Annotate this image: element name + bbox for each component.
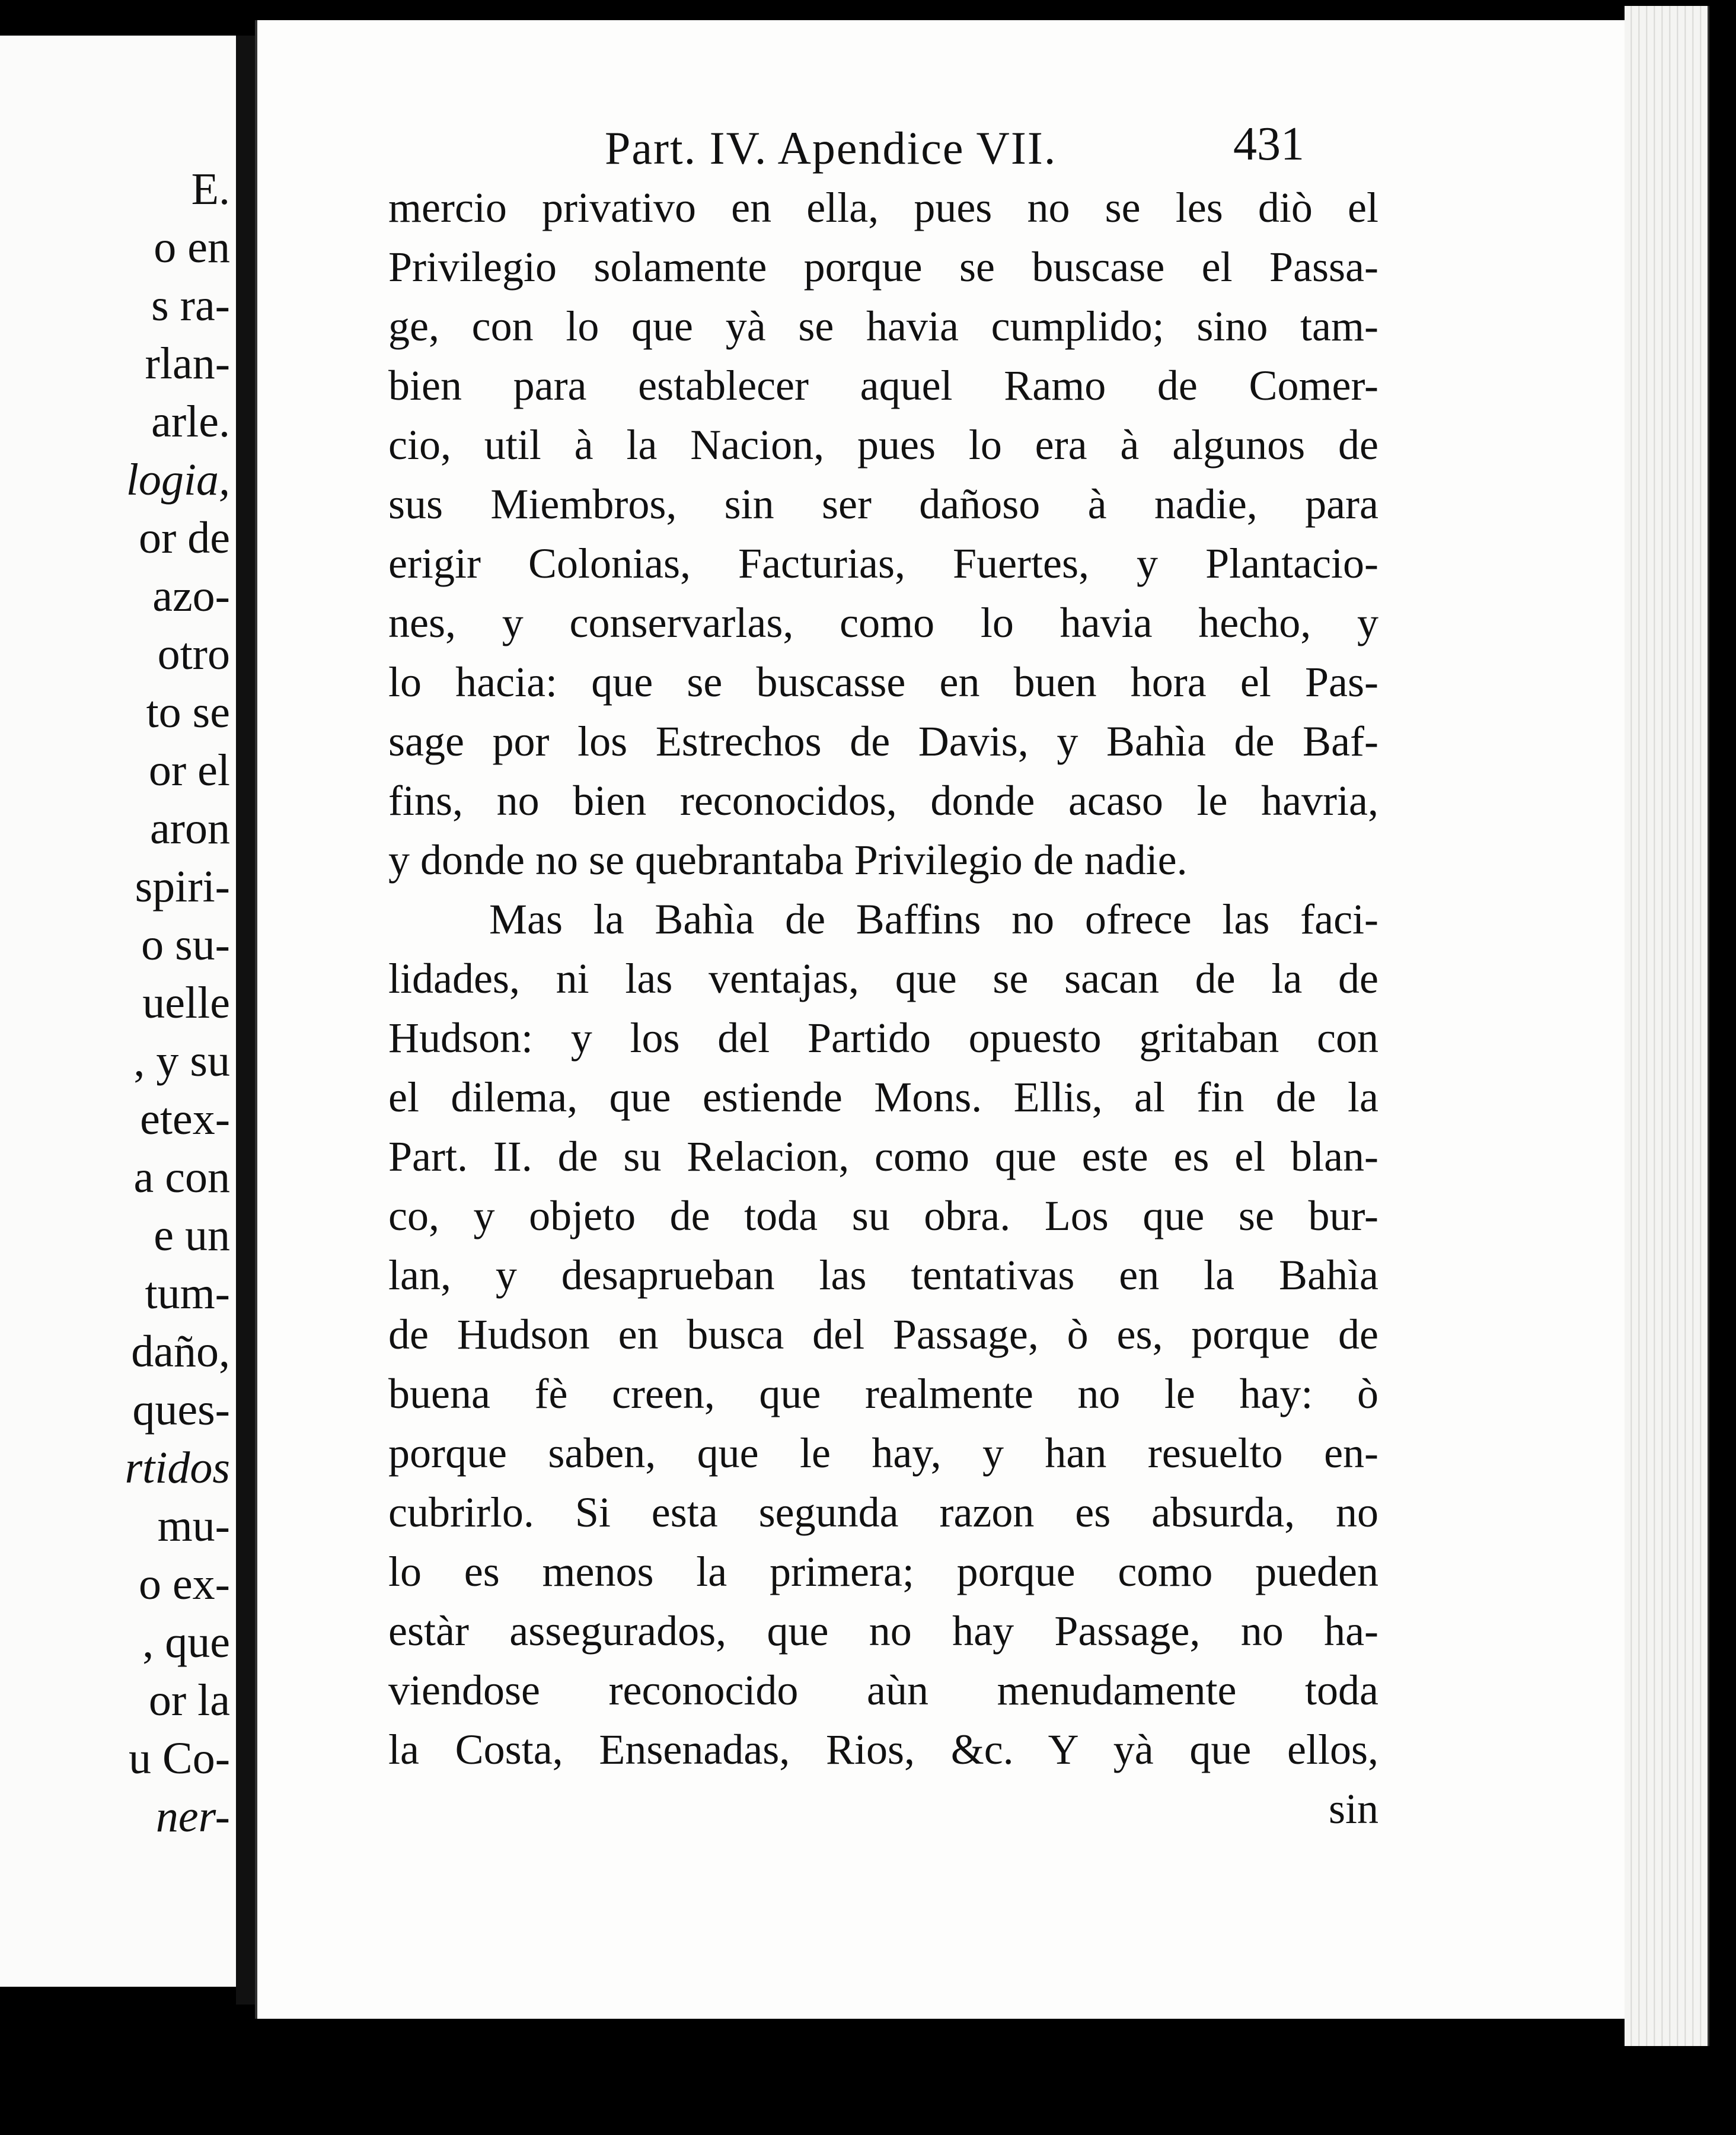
left-line: azo-: [152, 571, 230, 621]
left-line: or la: [148, 1675, 230, 1725]
left-line: ques-: [132, 1385, 230, 1435]
page-edges: [1625, 6, 1709, 2046]
left-line: ner-: [155, 1792, 230, 1841]
left-line: a con: [133, 1152, 230, 1202]
left-line: rlan-: [145, 339, 230, 388]
text-line: Privilegio solamente porque se buscase el Passa-: [388, 243, 1378, 291]
left-line: arle.: [151, 397, 230, 447]
text-line: porque saben, que le hay, y han resuelto en-: [388, 1429, 1378, 1477]
text-line: estàr assegurados, que no hay Passage, no ha-: [388, 1607, 1378, 1655]
left-line: etex-: [140, 1094, 230, 1144]
text-line: mercio privativo en ella, pues no se les diò el: [388, 184, 1378, 231]
text-line: la Costa, Ensenadas, Rios, &c. Y yà que ellos,: [388, 1726, 1378, 1773]
text-line: lidades, ni las ventajas, que se sacan de la de: [388, 955, 1378, 1002]
book-gutter: [236, 36, 255, 2005]
text-line: cio, util à la Nacion, pues lo era à algunos de: [388, 421, 1378, 469]
text-line: sage por los Estrechos de Davis, y Bahìa de Baf-: [388, 718, 1378, 765]
left-line: s ra-: [151, 281, 230, 330]
text-line: ge, con lo que yà se havia cumplido; sino tam-: [388, 302, 1378, 350]
text-line: Part. II. de su Relacion, como que este es el blan-: [388, 1133, 1378, 1180]
left-line: u Co-: [129, 1734, 230, 1783]
left-line: rtidos: [125, 1443, 230, 1493]
text-line: buena fè creen, que realmente no le hay: ò: [388, 1370, 1378, 1417]
catchword: sin: [1328, 1785, 1378, 1833]
text-line: sus Miembros, sin ser dañoso à nadie, para: [388, 480, 1378, 528]
left-line: to se: [146, 687, 230, 737]
left-line: tum-: [145, 1269, 230, 1318]
text-line: erigir Colonias, Facturias, Fuertes, y Plantacio-: [388, 540, 1378, 587]
left-line: logia,: [126, 455, 230, 505]
left-page: [0, 36, 238, 1987]
left-line: uelle: [142, 978, 230, 1028]
text-line: lo hacia: que se buscasse en buen hora el Pas-: [388, 658, 1378, 706]
left-line: or el: [148, 745, 230, 795]
running-head: Part. IV. Apendice VII.: [605, 122, 1057, 174]
left-line: mu-: [157, 1501, 230, 1551]
left-line: o su-: [141, 920, 230, 970]
body-text: [388, 178, 1378, 1838]
page-number: 431: [1233, 118, 1304, 170]
left-line: daño,: [131, 1327, 230, 1376]
text-line: co, y objeto de toda su obra. Los que se bur-: [388, 1192, 1378, 1239]
left-line: aron: [149, 804, 230, 853]
text-line: lan, y desaprueban las tentativas en la Bahìa: [388, 1251, 1378, 1299]
left-line: o en: [154, 222, 230, 272]
text-line: Hudson: y los del Partido opuesto gritaban con: [388, 1014, 1378, 1062]
left-page-text: [5, 160, 230, 1846]
text-line: fins, no bien reconocidos, donde acaso le havria,: [388, 777, 1378, 824]
left-line: , y su: [133, 1036, 230, 1086]
text-line: cubrirlo. Si esta segunda razon es absurda, no: [388, 1489, 1378, 1536]
text-line: Mas la Bahìa de Baffins no ofrece las faci-: [489, 896, 1378, 943]
text-line: bien para establecer aquel Ramo de Comer-: [388, 362, 1378, 409]
left-line: spiri-: [135, 862, 230, 912]
text-line: lo es menos la primera; porque como pueden: [388, 1548, 1378, 1595]
text-line: de Hudson en busca del Passage, ò es, porque de: [388, 1311, 1378, 1358]
left-line: , que: [142, 1617, 230, 1667]
text-line: viendose reconocido aùn menudamente toda: [388, 1666, 1378, 1714]
left-line: otro: [157, 629, 230, 679]
left-line: e un: [154, 1210, 230, 1260]
left-line: E.: [191, 164, 230, 214]
text-line: nes, y conservarlas, como lo havia hecho, y: [388, 599, 1378, 646]
text-line: el dilema, que estiende Mons. Ellis, al fin de la: [388, 1073, 1378, 1121]
text-line: y donde no se quebrantaba Privilegio de nadie.: [388, 836, 1188, 884]
left-line: or de: [138, 513, 230, 563]
left-line: o ex-: [138, 1559, 230, 1609]
